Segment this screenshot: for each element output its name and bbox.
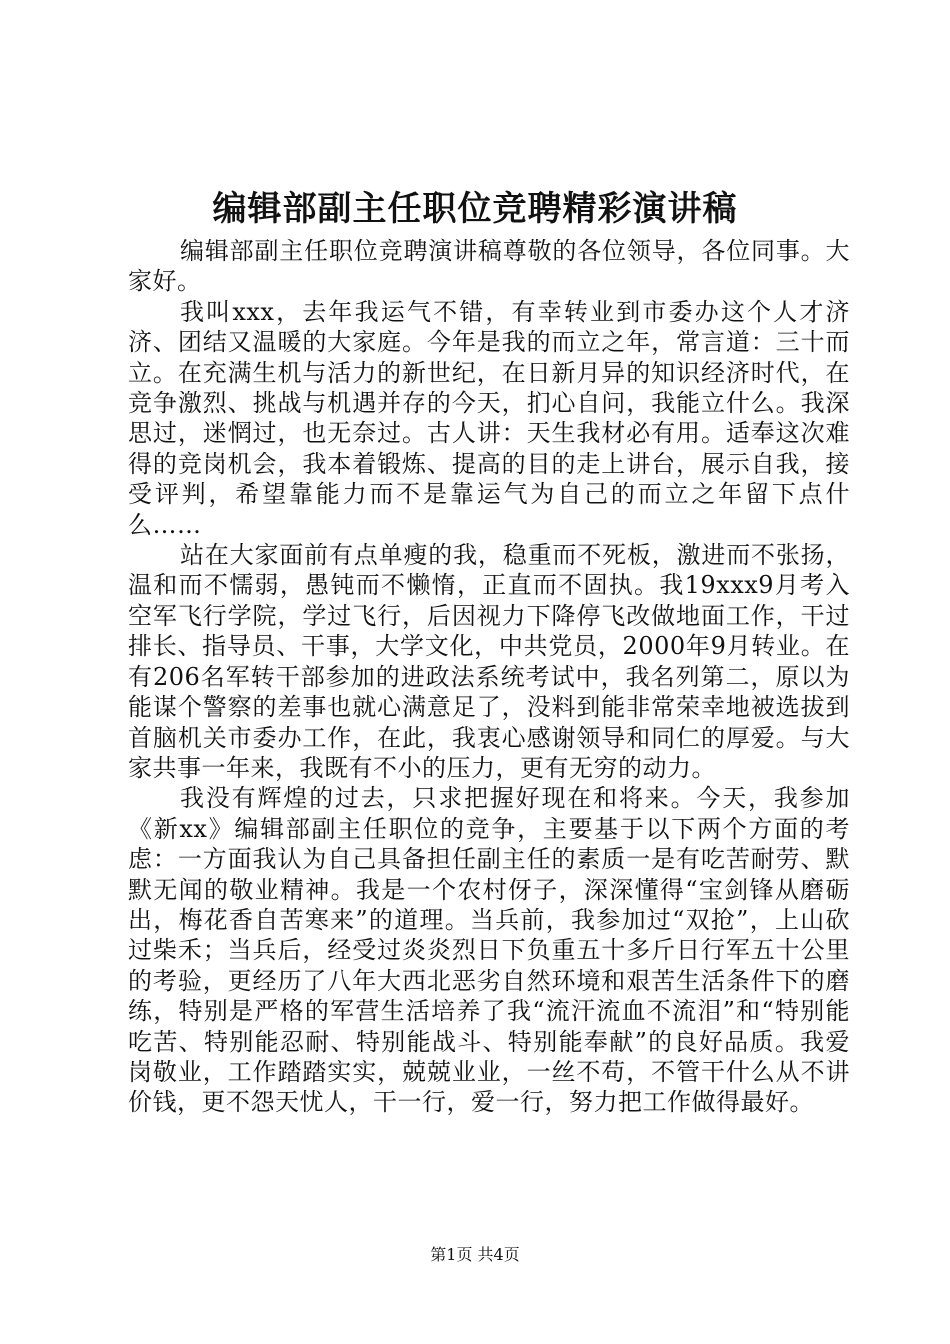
page-footer: 第1页 共4页 — [430, 1245, 520, 1264]
paragraph-background: 站在大家面前有点单瘦的我，稳重而不死板，激进而不张扬，温和而不懦弱，愚钝而不懒惰，正直而不固执。我19xxx9月考入空军飞行学院，学过飞行，后因视力下降停飞改做地面工作，干过排长、指导员、干事，大学文化，中共党员，2000年9月转业。在有206名军转干部参加的进政法系统考试中，我名列第二，原以为能谋个警察的差事也就心满意足了，没料到能非常荣幸地被选拔到首脑机关市委办工作，在此，我衷心感谢领导和同仁的厚爱。与大家共事一年来，我既有不小的压力，更有无穷的动力。 — [128, 541, 850, 782]
paragraph-qualifications: 我没有辉煌的过去，只求把握好现在和将来。今天，我参加《新xx》编辑部副主任职位的竞争，主要基于以下两个方面的考虑：一方面我认为自己具备担任副主任的素质一是有吃苦耐劳、默默无闻的敬业精神。我是一个农村伢子，深深懂得“宝剑锋从磨砺出，梅花香自苦寒来”的道理。当兵前，我参加过“双抢”，上山砍过柴禾；当兵后，经受过炎炎烈日下负重五十多斤日行军五十公里的考验，更经历了八年大西北恶劣自然环境和艰苦生活条件下的磨练，特别是严格的军营生活培养了我“流汗流血不流泪”和“特别能吃苦、特别能忍耐、特别能战斗、特别能奉献”的良好品质。我爱岗敬业，工作踏踏实实，兢兢业业，一丝不苟，不管干什么从不讲价钱，更不怨天忧人，干一行，爱一行，努力把工作做得最好。 — [128, 784, 850, 1117]
document-body — [128, 236, 850, 1118]
paragraph-greeting: 编辑部副主任职位竞聘演讲稿尊敬的各位领导，各位同事。大家好。 — [128, 237, 850, 296]
document-title: 编辑部副主任职位竞聘精彩演讲稿 — [212, 189, 738, 229]
paragraph-introduction: 我叫xxx，去年我运气不错，有幸转业到市委办这个人才济济、团结又温暖的大家庭。今年是我的而立之年，常言道：三十而立。在充满生机与活力的新世纪，在日新月异的知识经济时代，在竞争激烈、挑战与机遇并存的今天，扪心自问，我能立什么。我深思过，迷惘过，也无奈过。古人讲：天生我材必有用。适奉这次难得的竞岗机会，我本着锻炼、提高的目的走上讲台，展示自我，接受评判，希望靠能力而不是靠运气为自己的而立之年留下点什么…… — [128, 297, 850, 539]
